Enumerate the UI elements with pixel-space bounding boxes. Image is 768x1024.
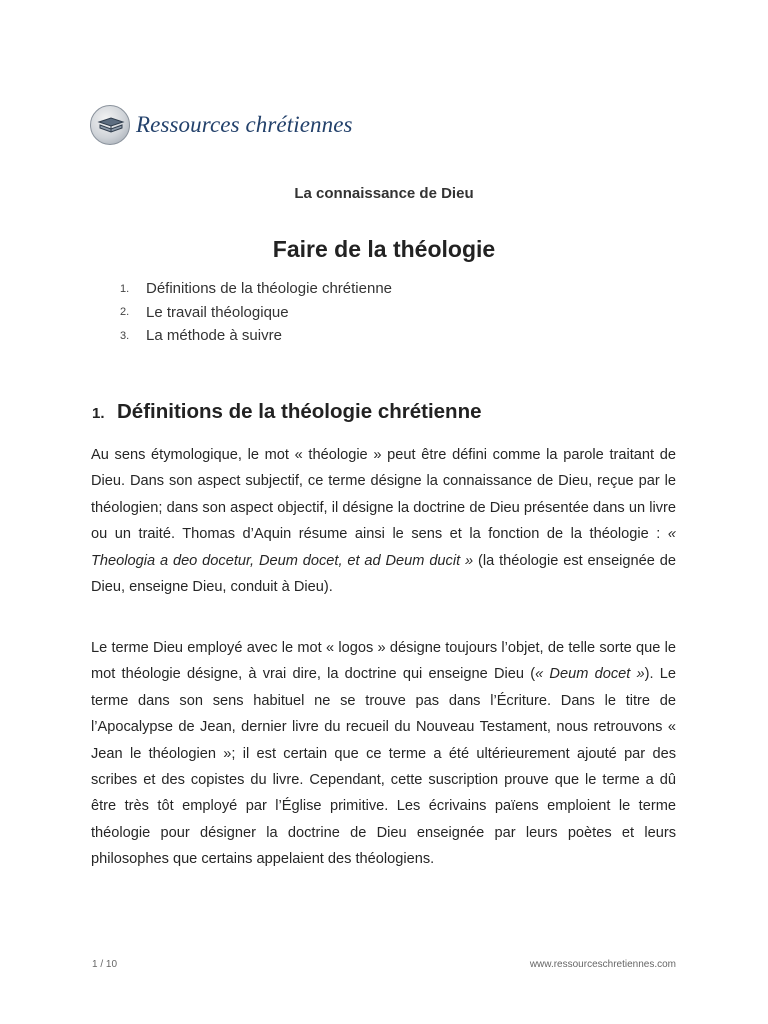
toc-item: [120, 324, 392, 348]
page-number: 1 / 10: [92, 959, 118, 970]
paragraph-text: ). Le terme dans son sens habituel ne se trouve pas dans l’Écriture. Dans le titre de l’Apocalypse de Jean, dernier livre du recueil du Nouveau Testament, nous retrouvons « Jean le théologien »; il est certain que ce terme a été ultérieurement ajouté par des scribes et des copistes du livre. Cependant, cette suscription prouve que le terme a dû être très tôt employé par l’Église primitive. Les écrivains païens emploient le terme théologie pour désigner la doctrine de Dieu enseignée par leurs poètes et leurs philosophes que certains appelaient des théologiens.: [91, 666, 677, 868]
section-number: 1.: [92, 405, 105, 422]
table-of-contents: [120, 277, 392, 348]
paragraph: [91, 635, 676, 873]
toc-item: [120, 277, 392, 301]
paragraph-text: Le terme Dieu employé avec le mot « logos » désigne toujours l’objet, de telle sorte que le mot théologie désigne, à vrai dire, la doctrine qui enseigne Dieu (: [91, 640, 676, 683]
toc-number: 1.: [120, 282, 130, 295]
section-heading: [92, 400, 482, 424]
toc-number: 2.: [120, 306, 130, 319]
toc-label: Définitions de la théologie chrétienne: [146, 280, 392, 298]
document-subtitle: La connaissance de Dieu: [294, 185, 474, 202]
website-url: www.ressourceschretiennes.com: [529, 959, 676, 970]
toc-number: 3.: [120, 329, 130, 342]
document-title: Faire de la théologie: [272, 236, 496, 262]
toc-label: La méthode à suivre: [146, 327, 282, 345]
section-heading-text: Définitions de la théologie chrétienne: [117, 400, 482, 423]
book-globe-icon: [90, 105, 130, 145]
site-logo: [90, 104, 353, 146]
latin-quote: « Deum docet »: [535, 666, 645, 683]
toc-item: [120, 301, 392, 325]
latin-quote: « Theologia a deo docetur, Deum docet, et ad Deum ducit »: [91, 526, 676, 569]
toc-label: Le travail théologique: [146, 303, 289, 321]
paragraph: [91, 442, 676, 600]
paragraph-text: (la théologie est enseignée de Dieu, enseigne Dieu, conduit à Dieu).: [91, 552, 676, 596]
paragraph-text: Au sens étymologique, le mot « théologie » peut être défini comme la parole traitant de Dieu. Dans son aspect subjectif, ce terme désigne la connaissance de Dieu, reçue par le théologien; dans son aspect objectif, il désigne la doctrine de Dieu présentée dans un livre ou un traité. Thomas d’Aquin résume ainsi le sens et la fonction de la théologie :: [91, 447, 676, 543]
logo-text: Ressources chrétiennes: [136, 112, 353, 137]
